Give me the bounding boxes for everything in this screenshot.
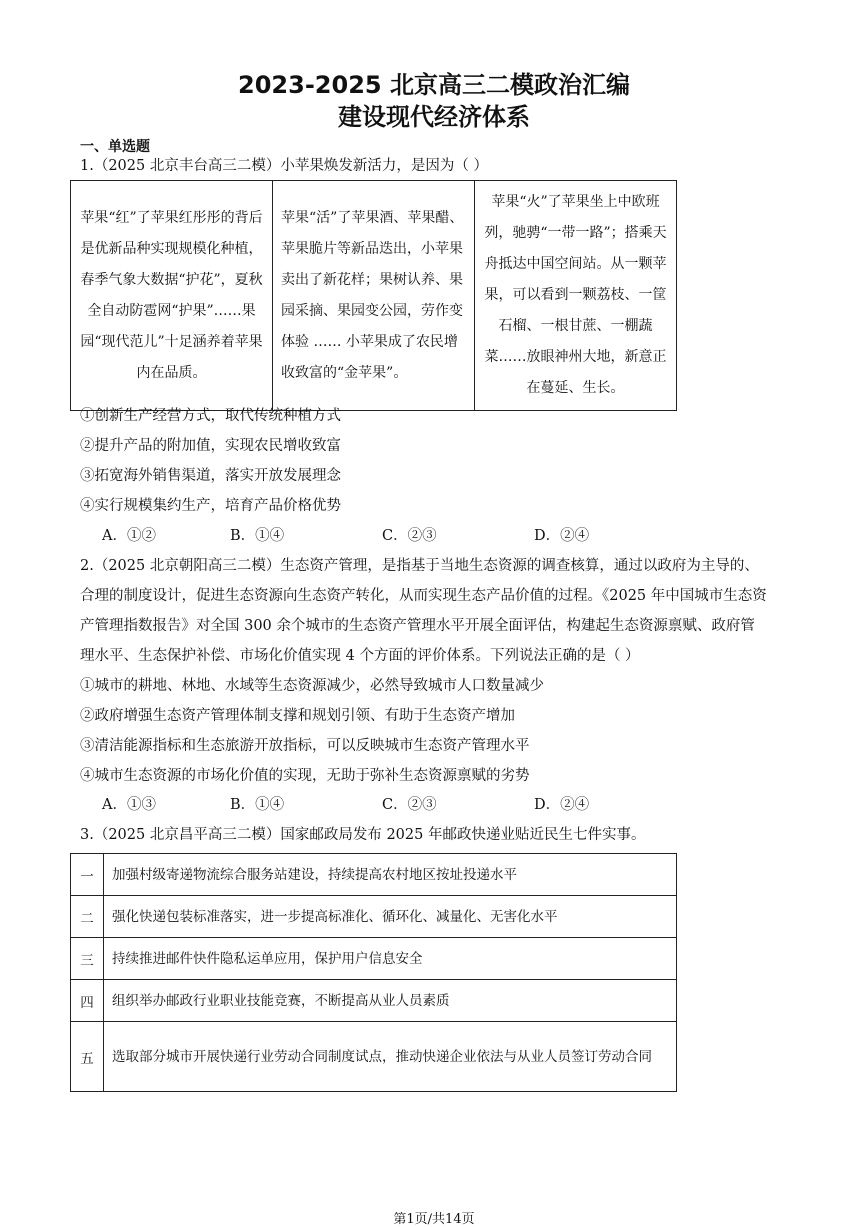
q2-item-3: ③清洁能源指标和生态旅游开放指标，可以反映城市生态资产管理水平 <box>80 738 530 754</box>
q1-material-cell-3: 苹果“火”了苹果坐上中欧班列，驰骋“一带一路”；搭乘天舟抵达中国空间站。从一颗苹果，可以看到一颗荔枝、一筐石榴、一根甘蔗、一棚蔬菜……放眼神州大地，新意正在蔓延、生长。 <box>475 181 677 411</box>
q2-stem-line-2: 合理的制度设计，促进生态资源向生态资产转化，从而实现生态产品价值的过程。《2025 年中国城市生态资 <box>80 588 767 604</box>
table-row <box>71 1022 677 1092</box>
q2-option-d: D．②④ <box>534 797 590 813</box>
page-footer: 第1页/共14页 <box>393 1212 475 1227</box>
q1-item-2: ②提升产品的附加值，实现农民增收致富 <box>80 438 341 454</box>
q1-option-d: D．②④ <box>534 528 590 544</box>
q2-item-2: ②政府增强生态资产管理体制支撑和规划引领、有助于生态资产增加 <box>80 708 515 724</box>
q1-option-b: B．①④ <box>230 528 285 544</box>
q2-item-1: ①城市的耕地、林地、水域等生态资源减少，必然导致城市人口数量减少 <box>80 678 544 694</box>
q1-material-cell-1: 苹果“红”了苹果红彤彤的背后是优新品种实现规模化种植，春季气象大数据“护花”，夏秋全自动防雹网“护果”……果园“现代范儿”十足涵养着苹果内在品质。 <box>71 181 273 411</box>
q3-facts-table <box>70 853 677 1092</box>
q1-option-c: C．②③ <box>382 528 437 544</box>
row-text: 强化快递包装标准落实，进一步提高标准化、循环化、减量化、无害化水平 <box>104 896 677 938</box>
table-row <box>71 896 677 938</box>
table-row <box>71 854 677 896</box>
q1-stem: 1.（2025 北京丰台高三二模）小苹果焕发新活力，是因为（ ） <box>80 158 488 174</box>
q1-item-1: ①创新生产经营方式，取代传统种植方式 <box>80 408 341 424</box>
q2-stem-line-1: 2.（2025 北京朝阳高三二模）生态资产管理，是指基于当地生态资源的调查核算，通过以政府为主导的、 <box>80 558 759 574</box>
q2-option-a: A．①③ <box>102 797 156 813</box>
q1-option-a: A．①② <box>102 528 156 544</box>
q1-material-table <box>70 180 677 411</box>
page-subtitle: 建设现代经济体系 <box>338 103 530 131</box>
row-number: 三 <box>71 938 104 980</box>
q1-item-3: ③拓宽海外销售渠道，落实开放发展理念 <box>80 468 341 484</box>
row-text: 加强村级寄递物流综合服务站建设，持续提高农村地区按址投递水平 <box>104 854 677 896</box>
q3-stem: 3.（2025 北京昌平高三二模）国家邮政局发布 2025 年邮政快递业贴近民生七件实事。 <box>80 827 646 843</box>
page-title: 2023-2025 北京高三二模政治汇编 <box>238 71 630 99</box>
q2-item-4: ④城市生态资源的市场化价值的实现，无助于弥补生态资源禀赋的劣势 <box>80 768 530 784</box>
q2-stem-line-3: 产管理指数报告》对全国 300 余个城市的生态资产管理水平开展全面评估，构建起生态资源禀赋、政府管 <box>80 618 755 634</box>
row-number: 一 <box>71 854 104 896</box>
row-text: 持续推进邮件快件隐私运单应用，保护用户信息安全 <box>104 938 677 980</box>
q2-option-b: B．①④ <box>230 797 285 813</box>
row-text: 选取部分城市开展快递行业劳动合同制度试点，推动快递企业依法与从业人员签订劳动合同 <box>104 1022 677 1092</box>
q2-option-c: C．②③ <box>382 797 437 813</box>
table-row <box>71 980 677 1022</box>
q1-material-cell-2: 苹果“活”了苹果酒、苹果醋、苹果脆片等新品迭出，小苹果卖出了新花样；果树认养、果园采摘、果园变公园，劳作变体验 …… 小苹果成了农民增收致富的“金苹果”。 <box>273 181 475 411</box>
row-number: 四 <box>71 980 104 1022</box>
q2-stem-line-4: 理水平、生态保护补偿、市场化价值实现 4 个方面的评价体系。下列说法正确的是（ ） <box>80 648 640 664</box>
table-row <box>71 938 677 980</box>
row-number: 二 <box>71 896 104 938</box>
row-text: 组织举办邮政行业职业技能竞赛，不断提高从业人员素质 <box>104 980 677 1022</box>
section-label: 一、单选题 <box>80 139 150 155</box>
row-number: 五 <box>71 1022 104 1092</box>
q1-item-4: ④实行规模集约生产，培育产品价格优势 <box>80 498 341 514</box>
